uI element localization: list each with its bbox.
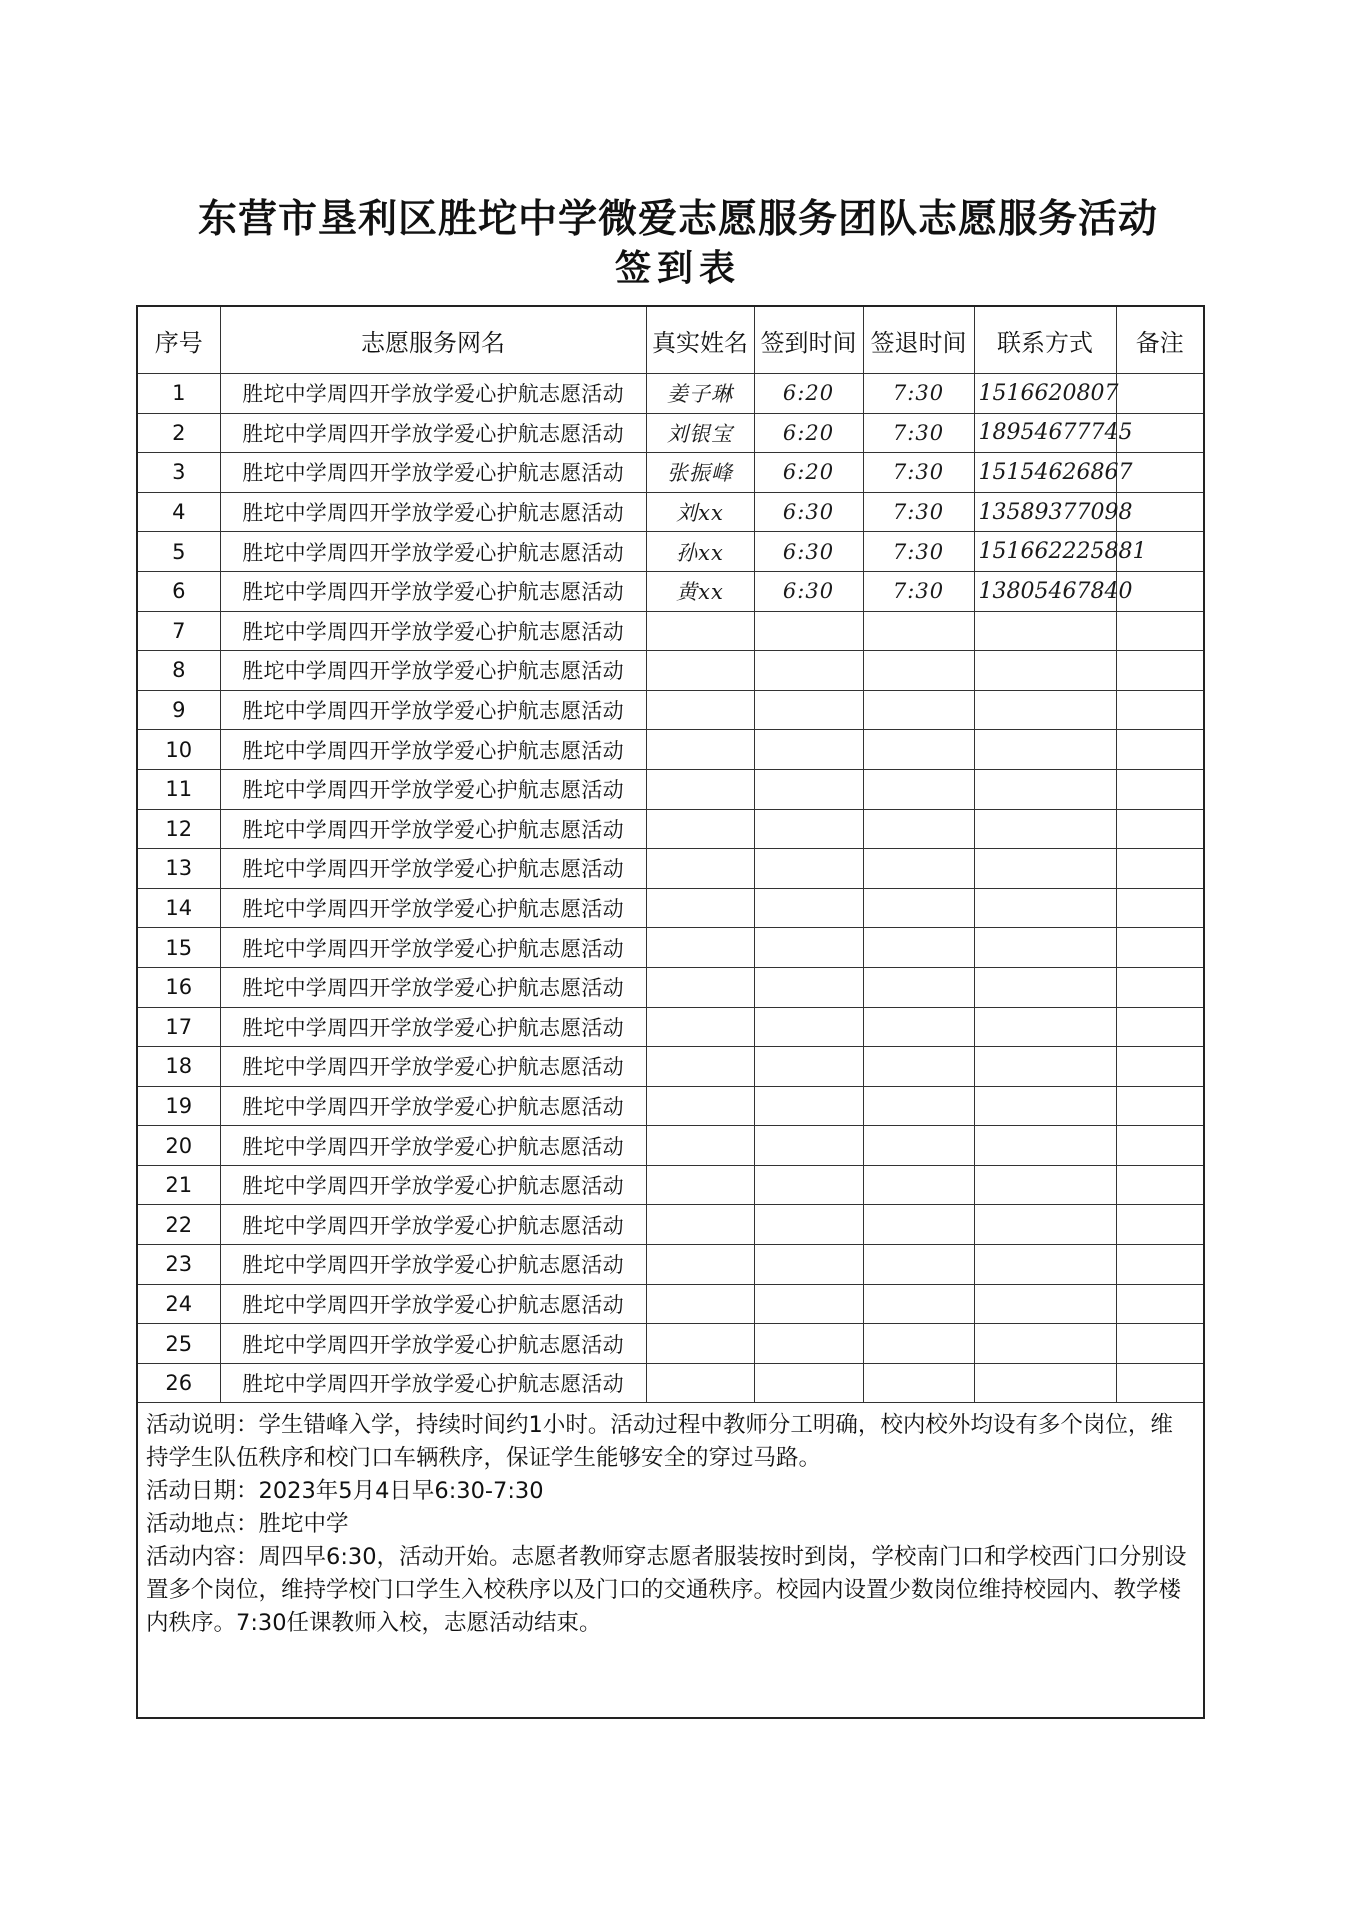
contact-cell <box>974 888 1116 928</box>
row-index: 25 <box>138 1324 220 1364</box>
remarks-cell <box>1116 928 1203 968</box>
column-header-sign-out-time: 签退时间 <box>863 307 974 374</box>
service-name-cell: 胜坨中学周四开学放学爱心护航志愿活动 <box>220 1126 646 1166</box>
sign-out-time-cell <box>863 690 974 730</box>
contact-cell <box>974 928 1116 968</box>
row-index: 3 <box>138 453 220 493</box>
sign-in-time-cell <box>754 1205 863 1245</box>
service-name-cell: 胜坨中学周四开学放学爱心护航志愿活动 <box>220 769 646 809</box>
contact-cell <box>974 1205 1116 1245</box>
row-index: 10 <box>138 730 220 770</box>
sign-out-time-cell <box>863 769 974 809</box>
real-name-cell <box>646 1284 754 1324</box>
contact-cell <box>974 849 1116 889</box>
sign-out-time-cell: 7:30 <box>863 453 974 493</box>
row-index: 18 <box>138 1047 220 1087</box>
table-row <box>138 769 1203 809</box>
remarks-cell <box>1116 611 1203 651</box>
service-name-cell: 胜坨中学周四开学放学爱心护航志愿活动 <box>220 1047 646 1087</box>
sign-out-time-cell <box>863 611 974 651</box>
contact-cell <box>974 1284 1116 1324</box>
contact-cell <box>974 1086 1116 1126</box>
contact-cell <box>974 1363 1116 1403</box>
table-row <box>138 809 1203 849</box>
remarks-cell <box>1116 651 1203 691</box>
contact-cell <box>974 769 1116 809</box>
remarks-cell <box>1116 1363 1203 1403</box>
contact-cell <box>974 1126 1116 1166</box>
row-index: 8 <box>138 651 220 691</box>
row-index: 9 <box>138 690 220 730</box>
activity-date: 活动日期：2023年5月4日早6:30-7:30 <box>146 1478 544 1505</box>
real-name-cell <box>646 967 754 1007</box>
service-name-cell: 胜坨中学周四开学放学爱心护航志愿活动 <box>220 1165 646 1205</box>
real-name-cell <box>646 1245 754 1285</box>
sign-out-time-cell <box>863 1324 974 1364</box>
sign-out-time-cell <box>863 967 974 1007</box>
table-row <box>138 690 1203 730</box>
service-name-cell: 胜坨中学周四开学放学爱心护航志愿活动 <box>220 1363 646 1403</box>
sign-out-time-cell <box>863 809 974 849</box>
service-name-cell: 胜坨中学周四开学放学爱心护航志愿活动 <box>220 1007 646 1047</box>
service-name-cell: 胜坨中学周四开学放学爱心护航志愿活动 <box>220 1086 646 1126</box>
remarks-cell <box>1116 1126 1203 1166</box>
sign-out-time-cell <box>863 1007 974 1047</box>
row-index: 5 <box>138 532 220 572</box>
contact-cell <box>974 1047 1116 1087</box>
service-name-cell: 胜坨中学周四开学放学爱心护航志愿活动 <box>220 492 646 532</box>
real-name-cell <box>646 1363 754 1403</box>
sign-out-time-cell: 7:30 <box>863 413 974 453</box>
real-name-cell: 姜子琳 <box>646 374 754 414</box>
service-name-cell: 胜坨中学周四开学放学爱心护航志愿活动 <box>220 730 646 770</box>
real-name-cell <box>646 888 754 928</box>
real-name-cell <box>646 1007 754 1047</box>
remarks-cell <box>1116 690 1203 730</box>
sign-out-time-cell <box>863 1363 974 1403</box>
sign-in-time-cell <box>754 1086 863 1126</box>
service-name-cell: 胜坨中学周四开学放学爱心护航志愿活动 <box>220 928 646 968</box>
real-name-cell <box>646 1165 754 1205</box>
table-row <box>138 1047 1203 1087</box>
real-name-cell <box>646 809 754 849</box>
sign-in-time-cell <box>754 1324 863 1364</box>
row-index: 11 <box>138 769 220 809</box>
sign-out-time-cell <box>863 651 974 691</box>
sign-out-time-cell: 7:30 <box>863 492 974 532</box>
table-row <box>138 1284 1203 1324</box>
service-name-cell: 胜坨中学周四开学放学爱心护航志愿活动 <box>220 1245 646 1285</box>
remarks-cell <box>1116 809 1203 849</box>
real-name-cell: 刘银宝 <box>646 413 754 453</box>
real-name-cell <box>646 1086 754 1126</box>
table-row <box>138 1205 1203 1245</box>
contact-cell <box>974 690 1116 730</box>
real-name-cell <box>646 928 754 968</box>
real-name-cell <box>646 730 754 770</box>
sign-in-time-cell <box>754 651 863 691</box>
activity-notes <box>138 1403 1203 1640</box>
row-index: 21 <box>138 1165 220 1205</box>
service-name-cell: 胜坨中学周四开学放学爱心护航志愿活动 <box>220 374 646 414</box>
contact-cell <box>974 1165 1116 1205</box>
real-name-cell <box>646 849 754 889</box>
contact-cell <box>974 1245 1116 1285</box>
table-row <box>138 1245 1203 1285</box>
table-row <box>138 1126 1203 1166</box>
contact-cell: 151662225881 <box>974 532 1116 572</box>
service-name-cell: 胜坨中学周四开学放学爱心护航志愿活动 <box>220 571 646 611</box>
sign-out-time-cell <box>863 1126 974 1166</box>
table-row <box>138 967 1203 1007</box>
contact-cell: 15154626867 <box>974 453 1116 493</box>
sign-in-time-cell <box>754 1007 863 1047</box>
sign-in-time-cell <box>754 611 863 651</box>
sign-in-time-cell <box>754 1284 863 1324</box>
service-name-cell: 胜坨中学周四开学放学爱心护航志愿活动 <box>220 690 646 730</box>
column-header-contact: 联系方式 <box>974 307 1116 374</box>
real-name-cell <box>646 1324 754 1364</box>
service-name-cell: 胜坨中学周四开学放学爱心护航志愿活动 <box>220 888 646 928</box>
sign-in-time-cell <box>754 888 863 928</box>
sign-in-time-cell: 6:20 <box>754 453 863 493</box>
sign-in-time-cell <box>754 769 863 809</box>
activity-content: 活动内容：周四早6:30，活动开始。志愿者教师穿志愿者服装按时到岗，学校南门口和学校西门口分别设置多个岗位，维持学校门口学生入校秩序以及门口的交通秩序。校园内设置少数岗位维持校园内、教学楼内秩序。7:30任课教师入校，志愿活动结束。 <box>146 1544 1187 1637</box>
sign-out-time-cell <box>863 888 974 928</box>
table-row <box>138 492 1203 532</box>
sign-out-time-cell <box>863 849 974 889</box>
service-name-cell: 胜坨中学周四开学放学爱心护航志愿活动 <box>220 532 646 572</box>
column-header-sign-in-time: 签到时间 <box>754 307 863 374</box>
sign-out-time-cell <box>863 1245 974 1285</box>
row-index: 19 <box>138 1086 220 1126</box>
remarks-cell <box>1116 769 1203 809</box>
table-row <box>138 1324 1203 1364</box>
row-index: 2 <box>138 413 220 453</box>
sign-out-time-cell <box>863 1165 974 1205</box>
sign-in-time-cell <box>754 690 863 730</box>
table-header-row <box>138 307 1203 374</box>
remarks-cell <box>1116 1007 1203 1047</box>
table-row <box>138 374 1203 414</box>
sign-in-time-cell <box>754 1126 863 1166</box>
table-row <box>138 651 1203 691</box>
contact-cell <box>974 1324 1116 1364</box>
real-name-cell: 黄xx <box>646 571 754 611</box>
document-title: 东营市垦利区胜坨中学微爱志愿服务团队志愿服务活动 <box>197 196 1158 242</box>
sign-in-time-cell: 6:30 <box>754 492 863 532</box>
column-header-real-name: 真实姓名 <box>646 307 754 374</box>
service-name-cell: 胜坨中学周四开学放学爱心护航志愿活动 <box>220 967 646 1007</box>
sign-out-time-cell <box>863 730 974 770</box>
remarks-cell <box>1116 1284 1203 1324</box>
remarks-cell <box>1116 1086 1203 1126</box>
service-name-cell: 胜坨中学周四开学放学爱心护航志愿活动 <box>220 611 646 651</box>
real-name-cell: 张振峰 <box>646 453 754 493</box>
table-row <box>138 928 1203 968</box>
service-name-cell: 胜坨中学周四开学放学爱心护航志愿活动 <box>220 413 646 453</box>
contact-cell: 13805467840 <box>974 571 1116 611</box>
row-index: 13 <box>138 849 220 889</box>
contact-cell <box>974 730 1116 770</box>
sign-out-time-cell <box>863 1205 974 1245</box>
row-index: 14 <box>138 888 220 928</box>
document-subtitle: 签到表 <box>614 247 741 289</box>
service-name-cell: 胜坨中学周四开学放学爱心护航志愿活动 <box>220 1205 646 1245</box>
real-name-cell <box>646 690 754 730</box>
row-index: 24 <box>138 1284 220 1324</box>
remarks-cell <box>1116 888 1203 928</box>
column-header-service-name: 志愿服务网名 <box>220 307 646 374</box>
table-row <box>138 571 1203 611</box>
service-name-cell: 胜坨中学周四开学放学爱心护航志愿活动 <box>220 1284 646 1324</box>
remarks-cell <box>1116 1165 1203 1205</box>
row-index: 17 <box>138 1007 220 1047</box>
activity-description: 活动说明：学生错峰入学，持续时间约1小时。活动过程中教师分工明确，校内校外均设有多个岗位，维持学生队伍秩序和校门口车辆秩序，保证学生能够安全的穿过马路。 <box>146 1412 1173 1472</box>
row-index: 7 <box>138 611 220 651</box>
sign-in-time-cell: 6:20 <box>754 413 863 453</box>
table-row <box>138 611 1203 651</box>
sign-out-time-cell: 7:30 <box>863 571 974 611</box>
remarks-cell <box>1116 730 1203 770</box>
sign-in-table <box>138 307 1203 1403</box>
sign-out-time-cell <box>863 1284 974 1324</box>
sign-in-time-cell: 6:30 <box>754 571 863 611</box>
contact-cell <box>974 967 1116 1007</box>
sign-out-time-cell <box>863 928 974 968</box>
row-index: 20 <box>138 1126 220 1166</box>
sign-in-time-cell <box>754 967 863 1007</box>
table-row <box>138 1086 1203 1126</box>
real-name-cell: 孙xx <box>646 532 754 572</box>
contact-cell: 13589377098 <box>974 492 1116 532</box>
sign-in-time-cell <box>754 1165 863 1205</box>
column-header-remarks: 备注 <box>1116 307 1203 374</box>
service-name-cell: 胜坨中学周四开学放学爱心护航志愿活动 <box>220 1324 646 1364</box>
table-row <box>138 453 1203 493</box>
contact-cell: 18954677745 <box>974 413 1116 453</box>
row-index: 26 <box>138 1363 220 1403</box>
remarks-cell <box>1116 967 1203 1007</box>
remarks-cell <box>1116 1245 1203 1285</box>
contact-cell: 1516620807 <box>974 374 1116 414</box>
real-name-cell: 刘xx <box>646 492 754 532</box>
service-name-cell: 胜坨中学周四开学放学爱心护航志愿活动 <box>220 453 646 493</box>
real-name-cell <box>646 651 754 691</box>
contact-cell <box>974 651 1116 691</box>
column-header-index: 序号 <box>138 307 220 374</box>
contact-cell <box>974 1007 1116 1047</box>
row-index: 22 <box>138 1205 220 1245</box>
remarks-cell <box>1116 849 1203 889</box>
table-row <box>138 532 1203 572</box>
real-name-cell <box>646 1126 754 1166</box>
sign-in-time-cell <box>754 1245 863 1285</box>
row-index: 15 <box>138 928 220 968</box>
remarks-cell <box>1116 1324 1203 1364</box>
sign-in-time-cell: 6:20 <box>754 374 863 414</box>
contact-cell <box>974 611 1116 651</box>
sign-in-time-cell: 6:30 <box>754 532 863 572</box>
table-row <box>138 849 1203 889</box>
sign-in-time-cell <box>754 730 863 770</box>
row-index: 1 <box>138 374 220 414</box>
table-row <box>138 1165 1203 1205</box>
row-index: 6 <box>138 571 220 611</box>
remarks-cell <box>1116 1205 1203 1245</box>
real-name-cell <box>646 1047 754 1087</box>
table-row <box>138 730 1203 770</box>
service-name-cell: 胜坨中学周四开学放学爱心护航志愿活动 <box>220 809 646 849</box>
sign-out-time-cell <box>863 1086 974 1126</box>
service-name-cell: 胜坨中学周四开学放学爱心护航志愿活动 <box>220 849 646 889</box>
sign-in-time-cell <box>754 1047 863 1087</box>
remarks-cell <box>1116 374 1203 414</box>
sign-out-time-cell: 7:30 <box>863 374 974 414</box>
table-body <box>138 374 1203 1403</box>
sign-out-time-cell <box>863 1047 974 1087</box>
activity-location: 活动地点：胜坨中学 <box>146 1511 349 1538</box>
table-row <box>138 413 1203 453</box>
sign-in-time-cell <box>754 809 863 849</box>
real-name-cell <box>646 1205 754 1245</box>
table-row <box>138 1007 1203 1047</box>
service-name-cell: 胜坨中学周四开学放学爱心护航志愿活动 <box>220 651 646 691</box>
table-row <box>138 1363 1203 1403</box>
contact-cell <box>974 809 1116 849</box>
real-name-cell <box>646 769 754 809</box>
real-name-cell <box>646 611 754 651</box>
sign-in-time-cell <box>754 849 863 889</box>
row-index: 4 <box>138 492 220 532</box>
remarks-cell <box>1116 1047 1203 1087</box>
sign-out-time-cell: 7:30 <box>863 532 974 572</box>
sign-in-time-cell <box>754 1363 863 1403</box>
row-index: 16 <box>138 967 220 1007</box>
table-row <box>138 888 1203 928</box>
row-index: 12 <box>138 809 220 849</box>
sign-in-time-cell <box>754 928 863 968</box>
sign-in-sheet <box>136 305 1205 1719</box>
row-index: 23 <box>138 1245 220 1285</box>
